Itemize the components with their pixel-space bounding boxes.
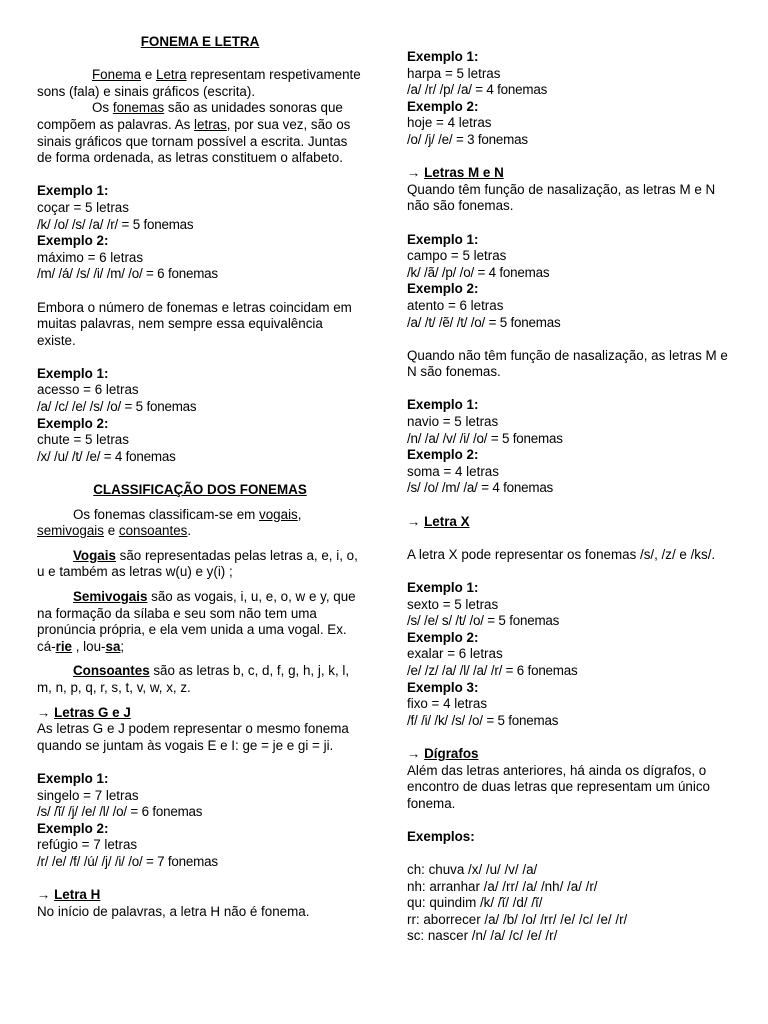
examples-block-b	[37, 366, 363, 466]
list-item: ch: chuva /x/ /u/ /v/ /a/	[407, 862, 538, 878]
example-line: máximo = 6 letras	[37, 249, 144, 265]
x-description: A letra X pode representar os fonemas /s/, /z/ e /ks/.	[407, 546, 716, 562]
example-label: Exemplo 1:	[407, 580, 479, 595]
example-line: /r/ /e/ /f/ /ú/ /j/ /i/ /o/ = 7 fonemas	[37, 853, 218, 869]
term-fonema: Fonema	[92, 67, 142, 83]
example-line: chute = 5 letras	[37, 432, 129, 448]
example-line: /m/ /á/ /s/ /i/ /m/ /o/ = 6 fonemas	[37, 266, 218, 282]
example-label: Exemplo 2:	[37, 820, 109, 836]
consoantes-definition: Consoantes são as letras b, c, d, f, g, h, j, k, l, m, n, p, q, r, s, t, v, w, x, z.	[37, 663, 350, 695]
h-description: No início de palavras, a letra H não é fonema.	[37, 903, 310, 919]
example-line: hoje = 4 letras	[407, 115, 492, 131]
section-heading-x: → Letra X	[407, 513, 470, 529]
example-line: singelo = 7 letras	[37, 787, 139, 803]
term-vogais: vogais	[259, 506, 298, 522]
example-line: /f/ /i/ /k/ /s/ /o/ = 5 fonemas	[407, 712, 559, 728]
example-label: Exemplo 1:	[407, 231, 479, 247]
example-label: Exemplo 1:	[407, 49, 479, 64]
example-line: harpa = 5 letras	[407, 65, 501, 81]
arrow-right-icon: →	[407, 513, 425, 529]
example-line: /s/ /o/ /m/ /a/ = 4 fonemas	[407, 480, 554, 496]
example-line: refúgio = 7 letras	[37, 837, 138, 853]
gj-description: As letras G e J podem representar o mesmo fonema quando se juntam às vogais E e I: ge = je e gi = ji.	[37, 721, 349, 753]
mn-description: Quando têm função de nasalização, as letras M e N não são fonemas.	[407, 181, 716, 214]
example-line: /a/ /r/ /p/ /a/ = 4 fonemas	[407, 82, 548, 98]
examples-block-a	[37, 183, 363, 283]
example-label: Exemplo 2:	[407, 98, 479, 114]
example-label: Exemplo 1:	[407, 397, 479, 413]
classification-title: CLASSIFICAÇÃO DOS FONEMAS	[93, 482, 307, 498]
example-label: Exemplo 2:	[37, 233, 109, 249]
mn-note: Quando não têm função de nasalização, as letras M e N são fonemas.	[407, 347, 728, 380]
right-column	[407, 49, 733, 945]
exemplos-label: Exemplos:	[407, 828, 475, 844]
example-line: /s/ /e/ s/ /t/ /o/ = 5 fonemas	[407, 613, 560, 629]
digrafos-description: Além das letras anteriores, há ainda os dígrafos, o encontro de duas letras que representam um único fonema.	[407, 762, 710, 811]
example-line: /k/ /ã/ /p/ /o/ = 4 fonemas	[407, 264, 550, 280]
term-consoantes: consoantes	[118, 523, 188, 539]
example-line: coçar = 5 letras	[37, 199, 129, 215]
arrow-right-icon: →	[37, 887, 55, 903]
equivalence-note: Embora o número de fonemas e letras coincidam em muitas palavras, nem sempre essa equivalência existe.	[37, 299, 352, 348]
arrow-right-icon: →	[407, 745, 425, 761]
example-line: sexto = 5 letras	[407, 596, 499, 612]
example-line: fixo = 4 letras	[407, 696, 488, 712]
term-letras: letras	[194, 116, 227, 132]
example-line: /n/ /a/ /v/ /i/ /o/ = 5 fonemas	[407, 430, 563, 446]
example-line: navio = 5 letras	[407, 414, 499, 430]
section-heading-h: → Letra H	[37, 887, 101, 903]
arrow-right-icon: →	[37, 704, 55, 720]
examples-block-c	[37, 771, 363, 871]
list-item: nh: arranhar /a/ /rr/ /a/ /nh/ /a/ /r/	[407, 878, 598, 894]
examples-block-h	[407, 49, 733, 149]
example-label: Exemplo 2:	[37, 415, 109, 431]
example-line: exalar = 6 letras	[407, 646, 503, 662]
example-line: /e/ /z/ /a/ /l/ /a/ /r/ = 6 fonemas	[407, 662, 578, 678]
example-label: Exemplo 3:	[407, 679, 479, 695]
section-heading-digrafos: → Dígrafos	[407, 745, 479, 761]
example-label: Exemplo 2:	[407, 281, 479, 297]
list-item: qu: quindim /k/ /ĩ/ /d/ /ĩ/	[407, 895, 543, 911]
digrafo-list	[407, 862, 733, 945]
example-line: campo = 5 letras	[407, 248, 507, 264]
example-label: Exemplo 2:	[407, 629, 479, 645]
example-line: acesso = 6 letras	[37, 382, 139, 398]
example-line: /a/ /c/ /e/ /s/ /o/ = 5 fonemas	[37, 399, 197, 415]
example-line: /k/ /o/ /s/ /a/ /r/ = 5 fonemas	[37, 216, 194, 232]
example-label: Exemplo 2:	[407, 447, 479, 463]
example-line: soma = 4 letras	[407, 463, 499, 479]
example-label: Exemplo 1:	[37, 770, 109, 786]
list-item: rr: aborrecer /a/ /b/ /o/ /rr/ /e/ /c/ /e/ /r/	[407, 911, 628, 927]
example-line: atento = 6 letras	[407, 297, 504, 313]
section-heading-mn: → Letras M e N	[407, 165, 504, 181]
classification-intro: Os fonemas classificam-se em vogais, semivogais e consoantes.	[37, 506, 302, 539]
semivogais-definition: Semivogais são as vogais, i, u, e, o, w e y, que na formação da sílaba e seu som não tem uma pronúncia própria, e ela vem unida a uma vogal. Ex. cá-rie , lou-sa;	[37, 589, 356, 654]
example-line: /s/ /ĩ/ /j/ /e/ /l/ /o/ = 6 fonemas	[37, 804, 203, 820]
intro-paragraph-2: Os fonemas são as unidades sonoras que compõem as palavras. As letras, por sua vez, são os sinais gráficos que tornam possível a escrita. Juntas de forma ordenada, as letras constituem o alfabeto.	[37, 100, 351, 166]
example-label: Exemplo 1:	[37, 365, 109, 381]
section-heading-gj: → Letras G e J	[37, 704, 131, 720]
term-fonemas: fonemas	[112, 100, 165, 116]
vogais-definition: Vogais são representadas pelas letras a, e, i, o, u e também as letras w(u) e y(i) ;	[37, 547, 358, 580]
arrow-right-icon: →	[407, 165, 425, 181]
intro-paragraph-1: Fonema e Letra representam respetivamente sons (fala) e sinais gráficos (escrita).	[37, 67, 361, 99]
term-letra: Letra	[156, 67, 187, 83]
example-line: /x/ /u/ /t/ /e/ = 4 fonemas	[37, 448, 176, 464]
term-semivogais: semivogais	[37, 523, 104, 539]
list-item: sc: nascer /n/ /a/ /c/ /e/ /r/	[407, 928, 558, 944]
example-line: /o/ /j/ /e/ = 3 fonemas	[407, 131, 528, 147]
page-title: FONEMA E LETRA	[140, 34, 260, 49]
examples-block-mn1	[407, 232, 733, 332]
example-line: /a/ /t/ /ẽ/ /t/ /o/ = 5 fonemas	[407, 314, 561, 330]
left-column	[37, 34, 363, 920]
example-label: Exemplo 1:	[37, 183, 109, 199]
examples-block-mn2	[407, 397, 733, 497]
examples-block-x	[407, 580, 733, 729]
